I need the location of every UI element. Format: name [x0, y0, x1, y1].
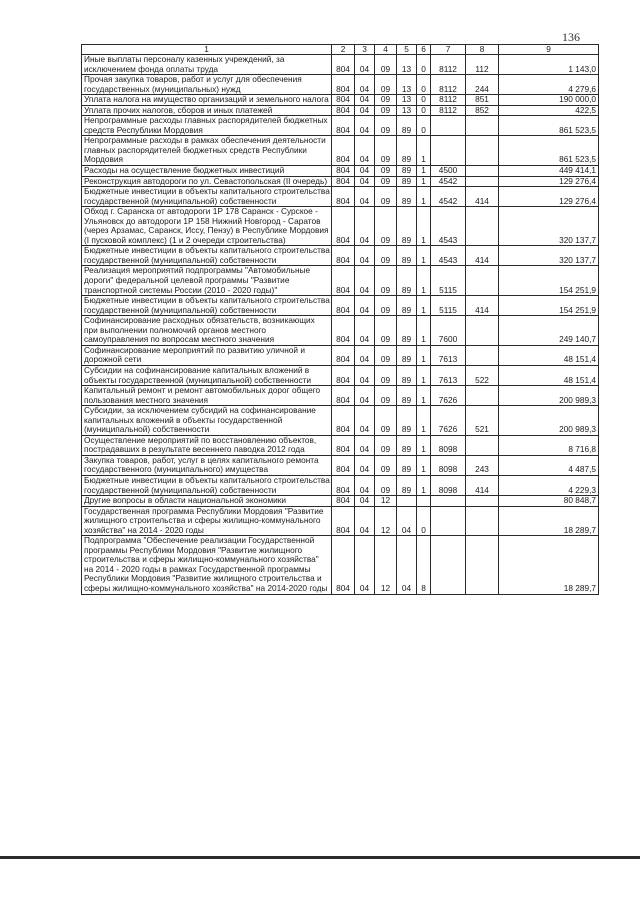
row-code-3: 04 — [355, 455, 375, 475]
row-code-5: 89 — [397, 207, 417, 246]
row-code-4: 09 — [375, 246, 397, 266]
row-code-4: 09 — [375, 345, 397, 365]
row-name: Софинансирование расходных обязательств, возникающих при выполнении полномочий органов местного самоуправления по вопросам местного значения — [82, 316, 332, 346]
row-code-4: 09 — [375, 455, 397, 475]
header-cell: 4 — [375, 45, 397, 55]
table-row — [82, 95, 599, 106]
row-code-6: 1 — [417, 136, 431, 166]
table-row — [82, 345, 599, 365]
table-row — [82, 116, 599, 136]
row-code-6: 1 — [417, 435, 431, 455]
row-code-3: 04 — [355, 105, 375, 116]
row-code-2: 804 — [332, 207, 355, 246]
row-code-2: 804 — [332, 266, 355, 296]
table-row — [82, 55, 599, 75]
row-code-8 — [466, 207, 499, 246]
row-code-4: 12 — [375, 496, 397, 507]
row-code-2: 804 — [332, 496, 355, 507]
row-code-8: 244 — [466, 75, 499, 95]
table-row — [82, 207, 599, 246]
row-code-3: 04 — [355, 166, 375, 177]
row-code-5: 89 — [397, 296, 417, 316]
row-code-3: 04 — [355, 365, 375, 385]
row-code-4: 09 — [375, 187, 397, 207]
row-code-2: 804 — [332, 116, 355, 136]
row-code-4: 09 — [375, 55, 397, 75]
row-code-3: 04 — [355, 136, 375, 166]
row-code-7 — [431, 116, 466, 136]
row-name: Реализация мероприятий подпрограммы "Автомобильные дороги" федеральной целевой программы "Развитие транспортной системы России (2010 - 2020 годы)" — [82, 266, 332, 296]
row-code-7: 4543 — [431, 207, 466, 246]
row-name: Осуществление мероприятий по восстановлению объектов, пострадавших в результате весеннего паводка 2012 года — [82, 435, 332, 455]
row-code-4: 09 — [375, 105, 397, 116]
row-code-2: 804 — [332, 536, 355, 594]
row-amount: 154 251,9 — [499, 266, 599, 296]
row-code-2: 804 — [332, 296, 355, 316]
row-code-5: 89 — [397, 116, 417, 136]
row-code-2: 804 — [332, 475, 355, 495]
row-code-3: 04 — [355, 116, 375, 136]
row-code-4: 09 — [375, 136, 397, 166]
row-code-5: 13 — [397, 105, 417, 116]
row-code-6: 1 — [417, 475, 431, 495]
row-code-5: 89 — [397, 136, 417, 166]
row-code-2: 804 — [332, 187, 355, 207]
table-row — [82, 506, 599, 536]
row-code-4: 09 — [375, 435, 397, 455]
row-code-4: 09 — [375, 75, 397, 95]
row-code-5: 13 — [397, 95, 417, 106]
row-code-8 — [466, 316, 499, 346]
row-code-7: 7626 — [431, 386, 466, 406]
row-code-7: 8098 — [431, 475, 466, 495]
row-code-5 — [397, 496, 417, 507]
bottom-rule — [0, 856, 640, 859]
row-code-2: 804 — [332, 316, 355, 346]
row-code-6: 8 — [417, 536, 431, 594]
row-code-8 — [466, 136, 499, 166]
row-code-7: 4500 — [431, 166, 466, 177]
row-name: Иные выплаты персоналу казенных учреждений, за исключением фонда оплаты труда — [82, 55, 332, 75]
row-code-8: 521 — [466, 406, 499, 436]
table-row — [82, 496, 599, 507]
row-code-3: 04 — [355, 176, 375, 187]
header-cell: 9 — [499, 45, 599, 55]
row-code-7 — [431, 496, 466, 507]
row-code-7: 8112 — [431, 75, 466, 95]
row-name: Государственная программа Республики Мордовия "Развитие жилищного строительства и сферы жилищно-коммунального хозяйства" на 2014 - 2020 годы — [82, 506, 332, 536]
row-code-5: 89 — [397, 166, 417, 177]
row-code-5: 89 — [397, 187, 417, 207]
row-code-6: 0 — [417, 506, 431, 536]
row-code-4: 09 — [375, 266, 397, 296]
row-amount: 4 279,6 — [499, 75, 599, 95]
row-code-5: 89 — [397, 455, 417, 475]
row-name: Другие вопросы в области национальной экономики — [82, 496, 332, 507]
row-code-8 — [466, 176, 499, 187]
row-code-8: 243 — [466, 455, 499, 475]
row-code-7: 4542 — [431, 187, 466, 207]
row-code-8: 522 — [466, 365, 499, 385]
row-amount: 320 137,7 — [499, 246, 599, 266]
table-row — [82, 296, 599, 316]
row-code-4: 09 — [375, 176, 397, 187]
row-code-8: 414 — [466, 296, 499, 316]
row-amount: 48 151,4 — [499, 365, 599, 385]
row-code-3: 04 — [355, 316, 375, 346]
row-code-4: 09 — [375, 116, 397, 136]
row-code-6: 1 — [417, 386, 431, 406]
table-body — [82, 55, 599, 595]
row-amount: 129 276,4 — [499, 176, 599, 187]
row-code-3: 04 — [355, 345, 375, 365]
header-cell: 2 — [332, 45, 355, 55]
row-amount: 861 523,5 — [499, 116, 599, 136]
row-code-8 — [466, 506, 499, 536]
table-row — [82, 136, 599, 166]
row-code-2: 804 — [332, 455, 355, 475]
row-code-8: 414 — [466, 475, 499, 495]
row-amount: 8 716,8 — [499, 435, 599, 455]
row-code-6: 0 — [417, 105, 431, 116]
row-code-7 — [431, 506, 466, 536]
table-row — [82, 266, 599, 296]
row-code-5: 89 — [397, 406, 417, 436]
table-row — [82, 316, 599, 346]
row-code-8 — [466, 435, 499, 455]
row-name: Бюджетные инвестиции в объекты капитального строительства государственной (муниципальной) собственности — [82, 187, 332, 207]
row-code-8 — [466, 536, 499, 594]
row-code-3: 04 — [355, 496, 375, 507]
row-code-7 — [431, 136, 466, 166]
row-code-6: 0 — [417, 75, 431, 95]
header-cell: 3 — [355, 45, 375, 55]
row-code-8: 414 — [466, 187, 499, 207]
row-code-2: 804 — [332, 406, 355, 436]
row-code-5: 13 — [397, 75, 417, 95]
row-code-8: 851 — [466, 95, 499, 106]
row-code-3: 04 — [355, 435, 375, 455]
row-name: Закупка товаров, работ, услуг в целях капитального ремонта государственного (муниципального) имущества — [82, 455, 332, 475]
row-code-4: 09 — [375, 316, 397, 346]
row-amount: 249 140,7 — [499, 316, 599, 346]
row-amount: 18 289,7 — [499, 536, 599, 594]
row-code-3: 04 — [355, 386, 375, 406]
row-code-7: 8098 — [431, 435, 466, 455]
row-code-3: 04 — [355, 246, 375, 266]
row-code-6: 1 — [417, 187, 431, 207]
row-code-5: 89 — [397, 365, 417, 385]
row-code-8 — [466, 116, 499, 136]
row-amount: 422,5 — [499, 105, 599, 116]
row-code-8 — [466, 266, 499, 296]
row-code-3: 04 — [355, 266, 375, 296]
row-code-6: 1 — [417, 406, 431, 436]
row-code-3: 04 — [355, 406, 375, 436]
table-row — [82, 386, 599, 406]
row-amount: 80 848,7 — [499, 496, 599, 507]
row-code-5: 89 — [397, 386, 417, 406]
row-code-6: 1 — [417, 455, 431, 475]
row-name: Субсидии на софинансирование капитальных вложений в объекты государственной (муниципальной) собственности — [82, 365, 332, 385]
row-code-6: 1 — [417, 266, 431, 296]
row-code-8 — [466, 496, 499, 507]
row-amount: 154 251,9 — [499, 296, 599, 316]
row-code-5: 13 — [397, 55, 417, 75]
table-row — [82, 475, 599, 495]
row-code-8 — [466, 345, 499, 365]
table-header — [82, 45, 599, 55]
row-amount: 18 289,7 — [499, 506, 599, 536]
row-code-8: 112 — [466, 55, 499, 75]
row-name: Подпрограмма "Обеспечение реализации Государственной программы Республики Мордовия "Развитие жилищного строительства и сферы жилищно-коммунального хозяйства" на 2014 - 2020 годы в рамках Государственной программы Республики Мордовия "Развитие жилищного строительства и сферы жилищно-коммунального хозяйства" на 2014-2020 годы — [82, 536, 332, 594]
row-code-4: 12 — [375, 536, 397, 594]
row-code-3: 04 — [355, 296, 375, 316]
row-code-5: 89 — [397, 345, 417, 365]
row-name: Уплата прочих налогов, сборов и иных платежей — [82, 105, 332, 116]
row-code-8 — [466, 166, 499, 177]
row-code-4: 09 — [375, 406, 397, 436]
row-code-6: 1 — [417, 345, 431, 365]
row-amount: 200 989,3 — [499, 386, 599, 406]
row-amount: 4 229,3 — [499, 475, 599, 495]
row-code-4: 09 — [375, 365, 397, 385]
row-code-7: 7613 — [431, 365, 466, 385]
row-code-2: 804 — [332, 136, 355, 166]
row-code-2: 804 — [332, 166, 355, 177]
row-amount: 320 137,7 — [499, 207, 599, 246]
row-code-3: 04 — [355, 75, 375, 95]
row-code-6: 1 — [417, 316, 431, 346]
row-code-5: 04 — [397, 536, 417, 594]
table-row — [82, 176, 599, 187]
row-code-7: 8098 — [431, 455, 466, 475]
table-row — [82, 435, 599, 455]
row-code-3: 04 — [355, 187, 375, 207]
row-code-8: 852 — [466, 105, 499, 116]
row-code-4: 09 — [375, 475, 397, 495]
table-row — [82, 105, 599, 116]
row-code-7: 8112 — [431, 95, 466, 106]
row-code-2: 804 — [332, 506, 355, 536]
row-amount: 200 989,3 — [499, 406, 599, 436]
row-code-2: 804 — [332, 435, 355, 455]
row-amount: 861 523,5 — [499, 136, 599, 166]
row-code-5: 04 — [397, 506, 417, 536]
row-code-4: 09 — [375, 207, 397, 246]
row-name: Обход г. Саранска от автодороги 1Р 178 Саранск - Сурское - Ульяновск до автодороги 1Р 158 Нижний Новгород - Саратов (через Арзамас, Саранск, Иссу, Пензу) в Республике Мордовия (I пусковой комплекс) (1 и 2 очереди строительства) — [82, 207, 332, 246]
row-name: Бюджетные инвестиции в объекты капитального строительства государственной (муниципальной) собственности — [82, 246, 332, 266]
row-code-3: 04 — [355, 207, 375, 246]
row-amount: 4 487,5 — [499, 455, 599, 475]
row-code-7: 5115 — [431, 296, 466, 316]
row-code-6: 1 — [417, 166, 431, 177]
row-name: Капитальный ремонт и ремонт автомобильных дорог общего пользования местного значения — [82, 386, 332, 406]
row-code-3: 04 — [355, 506, 375, 536]
row-code-8: 414 — [466, 246, 499, 266]
table-row — [82, 536, 599, 594]
row-name: Прочая закупка товаров, работ и услуг для обеспечения государственных (муниципальных) нужд — [82, 75, 332, 95]
row-code-2: 804 — [332, 105, 355, 116]
row-code-7: 4543 — [431, 246, 466, 266]
row-code-6: 1 — [417, 365, 431, 385]
header-cell: 1 — [82, 45, 332, 55]
row-code-3: 04 — [355, 95, 375, 106]
row-code-4: 09 — [375, 95, 397, 106]
row-name: Уплата налога на имущество организаций и земельного налога — [82, 95, 332, 106]
row-name: Софинансирование мероприятий по развитию уличной и дорожной сети — [82, 345, 332, 365]
header-cell: 5 — [397, 45, 417, 55]
row-code-2: 804 — [332, 176, 355, 187]
row-amount: 129 276,4 — [499, 187, 599, 207]
table-row — [82, 455, 599, 475]
row-name: Бюджетные инвестиции в объекты капитального строительства государственной (муниципальной) собственности — [82, 296, 332, 316]
row-code-7: 7600 — [431, 316, 466, 346]
row-code-2: 804 — [332, 365, 355, 385]
row-code-7: 8112 — [431, 105, 466, 116]
table-row — [82, 187, 599, 207]
row-code-8 — [466, 386, 499, 406]
row-code-6: 0 — [417, 55, 431, 75]
row-code-6 — [417, 496, 431, 507]
header-cell: 7 — [431, 45, 466, 55]
table-row — [82, 166, 599, 177]
row-code-7: 7613 — [431, 345, 466, 365]
row-code-4: 09 — [375, 386, 397, 406]
row-code-6: 1 — [417, 207, 431, 246]
table-row — [82, 406, 599, 436]
row-code-4: 12 — [375, 506, 397, 536]
row-code-7: 5115 — [431, 266, 466, 296]
row-code-4: 09 — [375, 166, 397, 177]
budget-table — [81, 44, 599, 595]
row-code-5: 89 — [397, 435, 417, 455]
row-name: Непрограммные расходы главных распорядителей бюджетных средств Республики Мордовия — [82, 116, 332, 136]
row-name: Реконструкция автодороги по ул. Севастопольская (II очередь) — [82, 176, 332, 187]
row-name: Бюджетные инвестиции в объекты капитального строительства государственной (муниципальной) собственности — [82, 475, 332, 495]
row-code-2: 804 — [332, 95, 355, 106]
header-cell: 6 — [417, 45, 431, 55]
row-code-4: 09 — [375, 296, 397, 316]
row-code-2: 804 — [332, 345, 355, 365]
row-code-5: 89 — [397, 176, 417, 187]
row-name: Непрограммные расходы в рамках обеспечения деятельности главных распорядителей бюджетных средств Республики Мордовия — [82, 136, 332, 166]
row-code-2: 804 — [332, 386, 355, 406]
row-code-7: 7626 — [431, 406, 466, 436]
row-code-5: 89 — [397, 246, 417, 266]
row-code-7 — [431, 536, 466, 594]
row-code-3: 04 — [355, 475, 375, 495]
row-name: Субсидии, за исключением субсидий на софинансирование капитальных вложений в объекты государственной (муниципальной) собственности — [82, 406, 332, 436]
table-row — [82, 75, 599, 95]
row-code-7: 8112 — [431, 55, 466, 75]
header-cell: 8 — [466, 45, 499, 55]
page-number: 136 — [562, 30, 580, 44]
row-code-2: 804 — [332, 246, 355, 266]
row-amount: 449 414,1 — [499, 166, 599, 177]
row-code-5: 89 — [397, 316, 417, 346]
row-code-2: 804 — [332, 55, 355, 75]
row-code-3: 04 — [355, 536, 375, 594]
row-code-6: 0 — [417, 116, 431, 136]
row-code-5: 89 — [397, 266, 417, 296]
row-amount: 48 151,4 — [499, 345, 599, 365]
row-code-7: 4542 — [431, 176, 466, 187]
row-code-6: 0 — [417, 95, 431, 106]
row-code-6: 1 — [417, 176, 431, 187]
row-code-6: 1 — [417, 246, 431, 266]
row-name: Расходы на осуществление бюджетных инвестиций — [82, 166, 332, 177]
row-code-6: 1 — [417, 296, 431, 316]
row-amount: 190 000,0 — [499, 95, 599, 106]
row-amount: 1 143,0 — [499, 55, 599, 75]
header-row — [82, 45, 599, 55]
row-code-2: 804 — [332, 75, 355, 95]
table-row — [82, 246, 599, 266]
row-code-3: 04 — [355, 55, 375, 75]
row-code-5: 89 — [397, 475, 417, 495]
table-row — [82, 365, 599, 385]
